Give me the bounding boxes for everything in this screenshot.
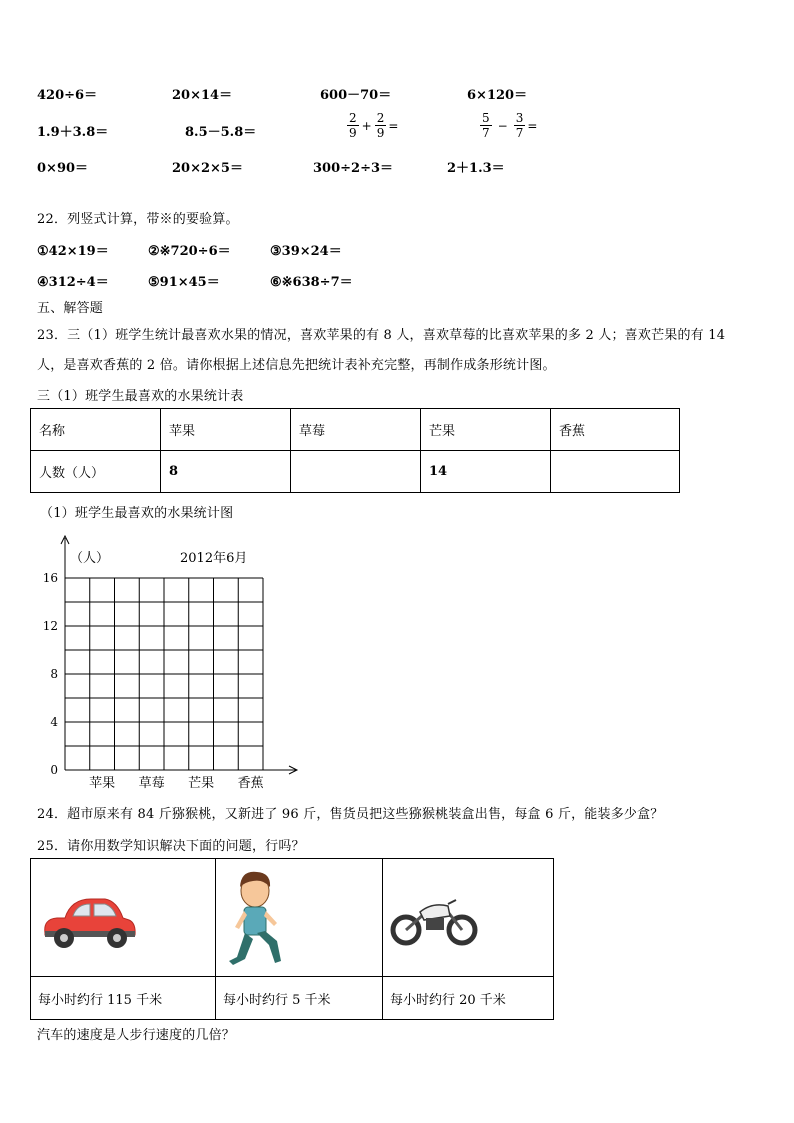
q22-item-6: ⑥※638÷7＝ — [270, 275, 353, 290]
y-tick-label: 12 — [42, 619, 58, 633]
motorcycle-cell — [383, 859, 554, 977]
y-tick-label: 4 — [50, 715, 58, 729]
walker-cell — [216, 859, 383, 977]
chart-date: 2012年6月 — [180, 551, 248, 566]
mental-r2c2: 8.5－5.8＝ — [185, 125, 257, 140]
table-row — [31, 451, 680, 493]
table-cell: 8 — [161, 451, 291, 493]
frac1-b-num: 2 — [376, 111, 385, 125]
mental-r1c2: 20×14＝ — [172, 88, 233, 103]
y-axis-label: （人） — [70, 551, 110, 566]
frac2-b-num: 3 — [515, 111, 524, 125]
q25-title: 25．请你用数学知识解决下面的问题，行吗？ — [37, 839, 305, 854]
frac2-a-num: 5 — [482, 111, 490, 125]
x-tick-label: 草莓 — [138, 776, 165, 791]
mental-r2c1: 1.9＋3.8＝ — [37, 125, 109, 140]
chart-grid — [65, 578, 263, 770]
q23-line1: 23．三（1）班学生统计最喜欢水果的情况，喜欢苹果的有 8 人，喜欢草莓的比喜欢苹果的多 2 人；喜欢芒果的有 14 — [37, 328, 726, 343]
table-header-cell: 芒果 — [421, 409, 551, 451]
table-header-cell: 草莓 — [291, 409, 421, 451]
fraction-expression-1 — [347, 111, 398, 140]
q22-item-1: ①42×19＝ — [37, 244, 109, 259]
frac1-eq: = — [388, 118, 399, 133]
walking-boy-icon — [223, 865, 293, 971]
frac2-op: − — [497, 118, 508, 133]
x-tick-label: 香蕉 — [237, 776, 264, 791]
q22-item-2: ②※720÷6＝ — [148, 244, 231, 259]
mental-r1c4: 6×120＝ — [467, 88, 528, 103]
vehicle-speed-table — [30, 858, 554, 1020]
car-icon — [39, 885, 139, 955]
frac1-op: + — [361, 118, 372, 133]
table-header-cell: 香蕉 — [551, 409, 680, 451]
mental-r3c3: 300÷2÷3＝ — [313, 161, 394, 176]
speed-row — [31, 977, 554, 1020]
x-tick-label: 苹果 — [89, 776, 116, 791]
mental-r3c1: 0×90＝ — [37, 161, 89, 176]
table-cell: 14 — [421, 451, 551, 493]
chart-axes — [61, 536, 297, 774]
q22-item-4: ④312÷4＝ — [37, 275, 109, 290]
table-cell-blank — [551, 451, 680, 493]
chart-title: （1）班学生最喜欢的水果统计图 — [40, 506, 234, 521]
table-cell: 人数（人） — [31, 451, 161, 493]
picture-row — [31, 859, 554, 977]
q25-question: 汽车的速度是人步行速度的几倍？ — [37, 1028, 236, 1043]
mental-r3c4: 2＋1.3＝ — [447, 161, 505, 176]
mental-r3c2: 20×2×5＝ — [172, 161, 243, 176]
fraction-expression-2 — [480, 111, 537, 140]
table-title: 三（1）班学生最喜欢的水果统计表 — [37, 389, 244, 404]
table-header-cell: 名称 — [31, 409, 161, 451]
x-tick-label: 芒果 — [188, 776, 215, 791]
table-header-row — [31, 409, 680, 451]
bar-chart — [30, 530, 310, 795]
q22-item-3: ③39×24＝ — [270, 244, 342, 259]
frac1-a-num: 2 — [349, 111, 357, 125]
mental-r1c3: 600－70＝ — [320, 88, 392, 103]
frac1-a-den: 9 — [349, 126, 357, 140]
table-header-cell: 苹果 — [161, 409, 291, 451]
frac2-a-den: 7 — [482, 126, 490, 140]
table-cell-blank — [291, 451, 421, 493]
frac2-b-den: 7 — [515, 126, 524, 140]
motorcycle-speed: 每小时约行 20 千米 — [383, 977, 554, 1020]
y-tick-label: 16 — [42, 571, 58, 585]
y-tick-labels — [43, 571, 59, 777]
section-heading: 五、解答题 — [37, 301, 104, 316]
mental-r1c1: 420÷6＝ — [37, 88, 98, 103]
x-tick-labels — [89, 775, 264, 791]
q24-text: 24．超市原来有 84 斤猕猴桃，又新进了 96 斤，售货员把这些猕猴桃装盒出售，每盒 6 斤，能装多少盒？ — [37, 807, 664, 822]
walker-speed: 每小时约行 5 千米 — [216, 977, 383, 1020]
frac1-b-den: 9 — [376, 126, 385, 140]
q22-title: 22．列竖式计算，带※的要验算。 — [37, 212, 239, 227]
motorcycle-icon — [390, 890, 480, 950]
car-speed: 每小时约行 115 千米 — [31, 977, 216, 1020]
fruit-stat-table — [30, 408, 680, 493]
q22-item-5: ⑤91×45＝ — [148, 275, 220, 290]
frac2-eq: = — [527, 118, 538, 133]
y-tick-label: 8 — [50, 667, 58, 681]
car-cell — [31, 859, 216, 977]
q23-line2: 人，是喜欢香蕉的 2 倍。请你根据上述信息先把统计表补充完整，再制作成条形统计图。 — [37, 358, 556, 373]
y-tick-label: 0 — [50, 763, 58, 777]
